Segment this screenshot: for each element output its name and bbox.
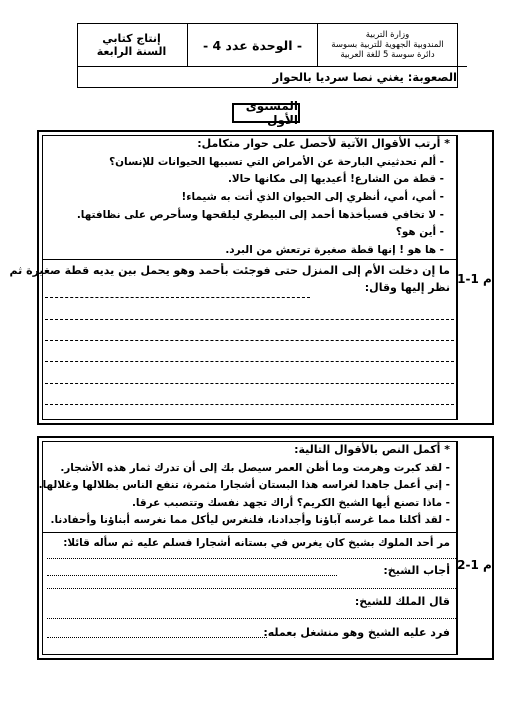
unit-title: - الوحدة عدد 4 - bbox=[202, 37, 303, 53]
header-table bbox=[77, 23, 458, 88]
exercise-2-answer-2[interactable] bbox=[47, 575, 337, 576]
exercise-1-item-3: - أمي، أمي، أنظري إلى الحيوان الذي أتت به شيماء! bbox=[181, 191, 444, 203]
exercise-2-instruction: * أكمل النص بالأقوال التالية: bbox=[294, 443, 450, 456]
exercise-1-item-1: - ألم تحدثيني البارحة عن الأمراض التي تسببها الحيوانات للإنسان؟ bbox=[109, 156, 444, 168]
ministry-line-1: وزارة التربية bbox=[365, 30, 410, 40]
exercise-1-label: م 1-1 bbox=[457, 272, 492, 286]
exercise-2-line-3: قال الملك للشيخ: bbox=[354, 595, 450, 608]
exercise-2-answer-4[interactable] bbox=[47, 618, 456, 619]
answer-line-3[interactable] bbox=[45, 340, 454, 341]
exercise-2-item-4: - لقد أكلنا مما غرسه آباؤنا وأجدادنا، فلنغرس ليأكل مما نغرسه أبناؤنا وأحفادنا. bbox=[50, 514, 450, 526]
exercise-2-divider bbox=[42, 532, 457, 533]
exercise-2-line-2: أجاب الشيخ: bbox=[383, 564, 450, 577]
level-title: المستوى الأول bbox=[232, 103, 300, 123]
answer-line-2[interactable] bbox=[45, 319, 454, 320]
difficulty-row bbox=[78, 66, 467, 89]
difficulty-text: الصعوبة: يغني نصا سرديا بالحوار bbox=[272, 70, 457, 84]
exercise-1-box bbox=[9, 130, 494, 425]
answer-line-5[interactable] bbox=[45, 383, 454, 384]
activity-title: إنتاج كتابي bbox=[102, 32, 161, 45]
exercise-2-answer-1[interactable] bbox=[47, 558, 456, 559]
exercise-2-item-3: - ماذا تصنع أيها الشيخ الكريم؟ أراك تجهد نفسك وتتصبب عرقا. bbox=[131, 497, 450, 509]
exercise-2-label-divider bbox=[457, 441, 458, 655]
activity-cell bbox=[76, 24, 187, 66]
unit-cell bbox=[187, 24, 317, 66]
exercise-2-item-1: - لقد كبرت وهرمت وما أظن العمر سيصل بك إلى أن تدرك ثمار هذه الأشجار. bbox=[60, 462, 450, 474]
answer-line-4[interactable] bbox=[45, 361, 454, 362]
exercise-2-line-4: فرد عليه الشيخ وهو منشغل بعمله: bbox=[263, 626, 450, 639]
exercise-1-prompt-2: نظر إليها وقال: bbox=[364, 281, 450, 294]
exercise-2-item-2: - إني أعمل جاهدا لغراسه هذا البستان أشجارا مثمرة، تنفع الناس بظلالها وغلالها. bbox=[38, 479, 450, 491]
exercise-2-label: م 1-2 bbox=[457, 558, 492, 572]
ministry-cell bbox=[317, 24, 457, 66]
exercise-1-prompt-1: ما إن دخلت الأم إلى المنزل حتى فوجئت بأحمد وهو يحمل بين يديه قطة صغيرة ثم bbox=[9, 264, 450, 277]
exercise-2-answer-5[interactable] bbox=[47, 637, 267, 638]
ministry-line-2: المندوبية الجهوية للتربية بسوسة bbox=[331, 40, 444, 50]
ministry-line-3: دائرة سوسة 5 للغة العربية bbox=[340, 50, 435, 60]
exercise-1-item-4: - لا تخافي فسيأخذها أحمد إلى البيطري ليلقحها وسأحرص على نظافتها. bbox=[76, 209, 444, 221]
exercise-1-item-6: - ها هو ! إنها قطة صغيرة ترتعش من البرد. bbox=[225, 244, 444, 256]
grade-title: السنة الرابعة bbox=[96, 45, 167, 58]
exercise-2-box bbox=[37, 436, 494, 660]
answer-line-6[interactable] bbox=[45, 404, 454, 405]
exercise-2-answer-3[interactable] bbox=[47, 588, 456, 589]
answer-line-1[interactable] bbox=[45, 297, 310, 298]
exercise-1-item-2: - قطة من الشارع! أعيديها إلى مكانها حالا. bbox=[227, 173, 444, 185]
exercise-2-line-1: مر أحد الملوك بشيخ كان يغرس في بستانه أشجارا فسلم عليه ثم سأله قائلا: bbox=[63, 537, 450, 549]
exercise-1-divider bbox=[42, 259, 457, 260]
exercise-1-item-5: - أين هو؟ bbox=[395, 226, 444, 238]
exercise-1-instruction: * أرتب الأقوال الآتية لأحصل على حوار متكامل: bbox=[197, 137, 450, 150]
